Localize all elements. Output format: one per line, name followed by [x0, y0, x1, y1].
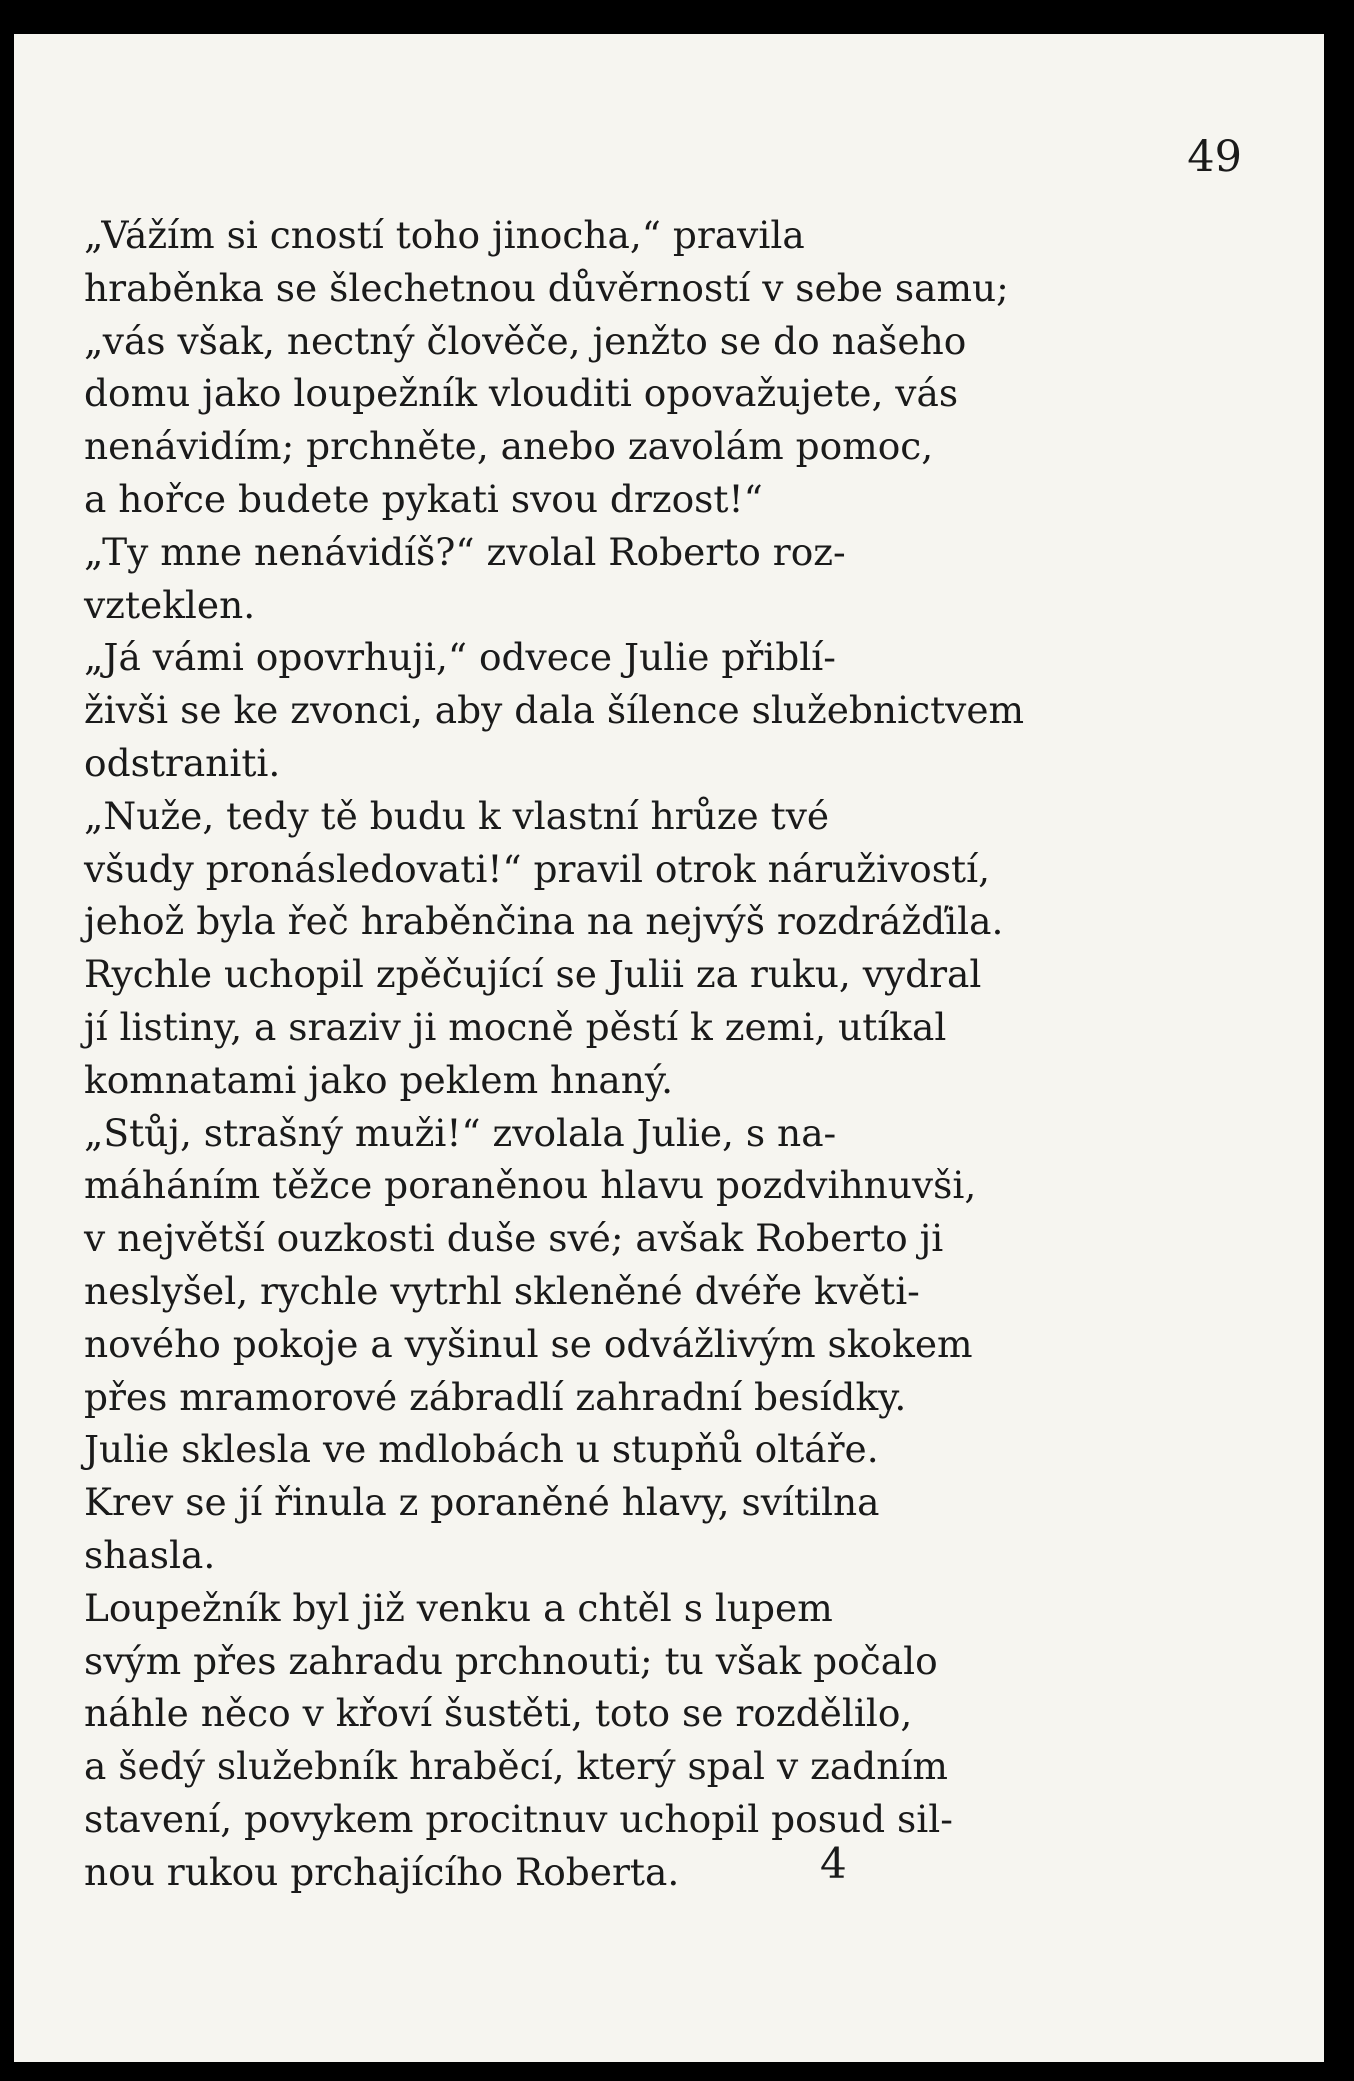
text-line: komnatami jako peklem hnaný.	[84, 1057, 673, 1102]
text-line: „Já vámi opovrhuji,“ odvece Julie přiblí-	[84, 635, 836, 680]
book-page	[14, 34, 1324, 2062]
text-line: Krev se jí řinula z poraněné hlavy, svítilna	[84, 1480, 880, 1525]
text-line: všudy pronásledovati!“ pravil otrok náruživostí,	[84, 846, 990, 891]
text-line: „Ty mne nenávidíš?“ zvolal Roberto roz-	[84, 529, 846, 574]
text-line: Loupežník byl již venku a chtěl s lupem	[84, 1585, 833, 1630]
text-line: vzteklen.	[84, 582, 256, 627]
text-line: shasla.	[84, 1532, 216, 1577]
text-line: a šedý služebník hraběcí, který spal v zadním	[84, 1744, 948, 1789]
page-number: 49	[1187, 132, 1242, 182]
text-line: stavení, povykem procitnuv uchopil posud sil-	[84, 1796, 953, 1841]
text-line: náhle něco v křoví šustěti, toto se rozdělilo,	[84, 1691, 913, 1736]
text-line: domu jako loupežník vlouditi opovažujete, vás	[84, 371, 959, 416]
text-line: Rychle uchopil zpěčující se Julii za ruku, vydral	[84, 952, 982, 997]
text-line: jí listiny, a sraziv ji mocně pěstí k zemi, utíkal	[84, 1004, 947, 1049]
text-line: „Nuže, tedy tě budu k vlastní hrůze tvé	[84, 793, 830, 838]
text-line: „vás však, nectný člověče, jenžto se do našeho	[84, 318, 967, 363]
body-text	[84, 209, 1084, 1899]
text-line: a hořce budete pykati svou drzost!“	[84, 476, 763, 521]
text-line: „Stůj, strašný muži!“ zvolala Julie, s na-	[84, 1110, 837, 1155]
printer-signature-mark: 4	[820, 1839, 847, 1888]
text-line: nového pokoje a vyšinul se odvážlivým skokem	[84, 1321, 973, 1366]
text-line: jehož byla řeč hraběnčina na nejvýš rozdrážďila.	[84, 899, 1004, 944]
text-line: hraběnka se šlechetnou důvěrností v sebe samu;	[84, 265, 1009, 310]
text-line: nou rukou prchajícího Roberta.	[84, 1849, 680, 1894]
text-line: v největší ouzkosti duše své; avšak Roberto ji	[84, 1216, 944, 1261]
text-line: „Vážím si cností toho jinocha,“ pravila	[84, 213, 805, 257]
text-line: nenávidím; prchněte, anebo zavolám pomoc,	[84, 424, 934, 469]
text-line: neslyšel, rychle vytrhl skleněné dvéře květi-	[84, 1268, 920, 1313]
text-line: odstraniti.	[84, 740, 281, 785]
text-line: svým přes zahradu prchnouti; tu však počalo	[84, 1638, 938, 1683]
text-line: máháním těžce poraněnou hlavu pozdvihnuvši,	[84, 1163, 977, 1208]
text-line: živši se ke zvonci, aby dala šílence služebnictvem	[84, 688, 1025, 733]
text-line: přes mramorové zábradlí zahradní besídky.	[84, 1374, 907, 1419]
text-line: Julie sklesla ve mdlobách u stupňů oltáře.	[84, 1427, 879, 1472]
